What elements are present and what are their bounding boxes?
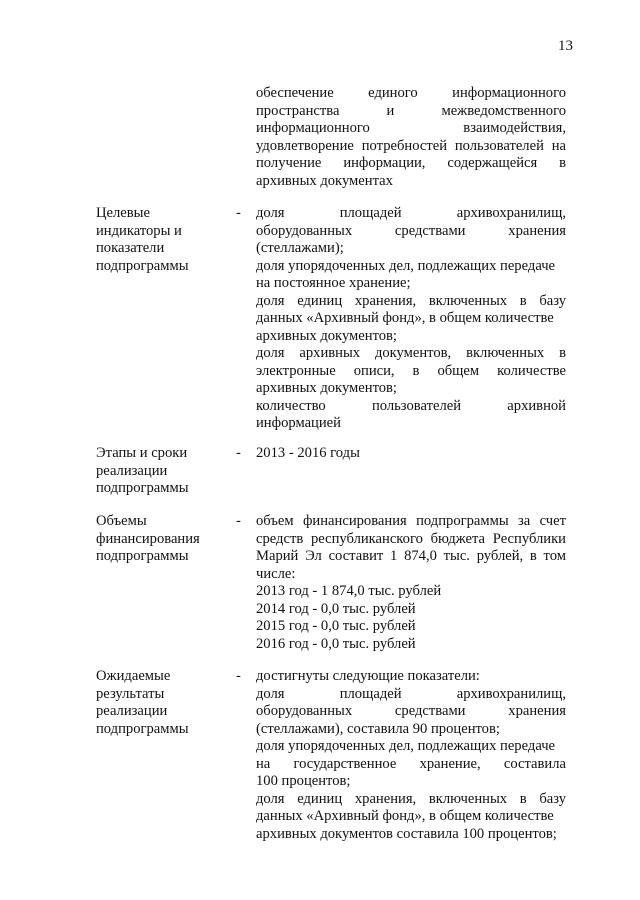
section-dash: - <box>236 445 241 461</box>
label-line: Ожидаемые <box>96 668 171 684</box>
intro-line: пространства и межведомственного <box>256 102 566 119</box>
label-line: подпрограммы <box>96 480 189 496</box>
content-line: количество пользователей архивной <box>256 397 566 414</box>
content-line: доля упорядоченных дел, подлежащих передаче <box>256 738 556 754</box>
label-line: подпрограммы <box>96 257 189 274</box>
label-line: результаты <box>96 685 165 702</box>
content-line: 2013 год - 1 874,0 тыс. рублей <box>256 583 442 599</box>
intro-line: информационного взаимодействия, <box>256 120 566 136</box>
section-dash: - <box>236 513 241 529</box>
content-line: электронные описи, в общем количестве <box>256 362 566 379</box>
label-line: Целевые <box>96 205 150 221</box>
content-line: объем финансирования подпрограммы за счет <box>256 513 566 529</box>
label-line: Этапы и сроки <box>96 445 188 461</box>
content-line: 2016 год - 0,0 тыс. рублей <box>256 635 416 652</box>
content-line: доля упорядоченных дел, подлежащих передаче <box>256 257 556 274</box>
content-line: на постоянное хранение; <box>256 275 411 291</box>
content-line: (стеллажами); <box>256 240 344 256</box>
content-line: (стеллажами), составила 90 процентов; <box>256 720 500 737</box>
section-label <box>96 205 226 275</box>
content-line: 100 процентов; <box>256 773 351 789</box>
content-line: достигнуты следующие показатели: <box>256 668 480 684</box>
content-line: 2013 - 2016 годы <box>256 445 360 461</box>
content-line: архивных документов; <box>256 380 397 396</box>
content-line: доля площадей архивохранилищ, <box>256 205 566 221</box>
label-line: подпрограммы <box>96 720 189 737</box>
content-line: доля площадей архивохранилищ, <box>256 685 566 702</box>
section-content <box>256 205 566 433</box>
content-line: средств республиканского бюджета Республики <box>256 530 566 547</box>
content-line: информацией <box>256 415 341 431</box>
content-line: архивных документов составила 100 процентов; <box>256 825 557 842</box>
section-dash: - <box>236 205 241 221</box>
content-line: доля единиц хранения, включенных в базу <box>256 790 566 807</box>
intro-line: обеспечение единого информационного <box>256 85 566 101</box>
content-line: числе: <box>256 565 296 582</box>
label-line: Объемы <box>96 513 147 529</box>
section-label <box>96 445 226 498</box>
section-content <box>256 445 566 463</box>
content-line: 2014 год - 0,0 тыс. рублей <box>256 600 416 617</box>
section-label <box>96 513 226 566</box>
intro-line: удовлетворение потребностей пользователей на <box>256 137 566 154</box>
section-label <box>96 668 226 738</box>
page-number: 13 <box>558 38 573 54</box>
label-line: реализации <box>96 703 168 719</box>
content-line: данных «Архивный фонд», в общем количестве <box>256 310 554 326</box>
intro-line: получение информации, содержащейся в <box>256 155 566 171</box>
content-line: 2015 год - 0,0 тыс. рублей <box>256 618 416 634</box>
content-line: оборудованных средствами хранения <box>256 222 566 239</box>
section-content <box>256 513 566 653</box>
content-line: архивных документов; <box>256 327 397 344</box>
content-line: Марий Эл составит 1 874,0 тыс. рублей, в том <box>256 548 566 564</box>
section-dash: - <box>236 668 241 684</box>
content-line: доля архивных документов, включенных в <box>256 345 566 361</box>
content-line: оборудованных средствами хранения <box>256 703 566 719</box>
label-line: показатели <box>96 240 165 256</box>
label-line: реализации <box>96 462 168 479</box>
intro-line: архивных документах <box>256 172 393 189</box>
label-line: подпрограммы <box>96 548 189 564</box>
label-line: финансирования <box>96 530 200 547</box>
content-line: доля единиц хранения, включенных в базу <box>256 292 566 309</box>
content-line: на государственное хранение, составила <box>256 755 566 772</box>
label-line: индикаторы и <box>96 222 182 239</box>
section-content <box>256 668 566 843</box>
content-line: данных «Архивный фонд», в общем количестве <box>256 808 554 824</box>
intro-paragraph <box>256 85 566 190</box>
